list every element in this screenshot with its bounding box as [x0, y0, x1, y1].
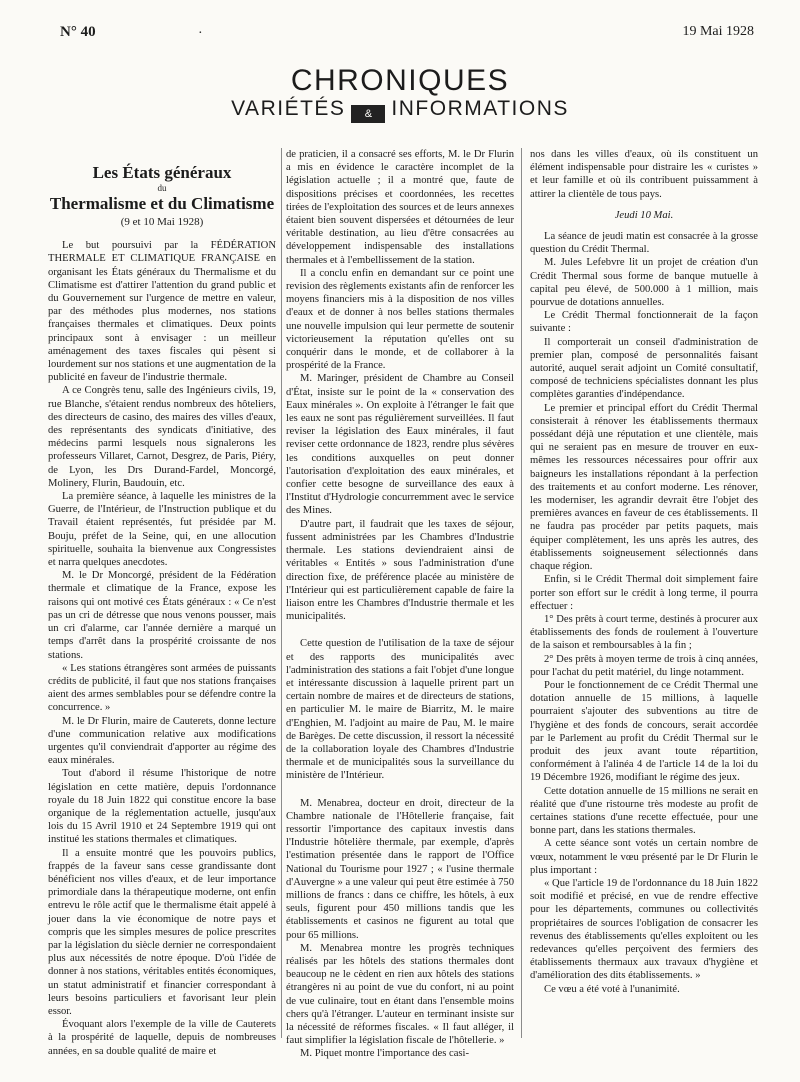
masthead-ornament: & [351, 105, 385, 123]
issue-date: 19 Mai 1928 [682, 24, 754, 39]
column-3 [530, 148, 758, 996]
paragraph: M. Menabrea, docteur en droit, directeur de la Chambre nationale de l'Hôtellerie française, fait ressortir l'importance des capitaux investis dans l'Industrie hôtelière thermale, par exemple, d'après l'estimation présentée dans le rapport de l'Office National du Tourisme pour 1927 ; « l'usine thermale d'Auvergne » a une valeur qui peut être estimée à 750 millions de francs : dans ce chiffre, les hôtels, à eux seuls, figurent pour 450 millions tandis que les établissements et casinos ne figurent au total que pour 65 millions. [286, 797, 514, 941]
paragraph: Enfin, si le Crédit Thermal doit simplement faire porter son effort sur le crédit à long terme, il pourra effectuer : [530, 574, 758, 612]
paragraph: Pour le fonctionnement de ce Crédit Thermal une dotation annuelle de 15 millions, à laquelle pourraient s'ajouter des subventions au titre de l'hygiène et des fonds de concours, serait accordée par le Parlement au profit du Crédit Thermal sur le produit des jeux avant toute répartition, conformément à l'alinéa 4 de l'article 14 de la loi du 19 Décembre 1926, modifiant le régime des jeux. [530, 679, 758, 784]
masthead-subtitle [0, 97, 800, 123]
paragraph: M. le Dr Flurin, maire de Cauterets, donne lecture d'une communication relative aux modifications urgentes qu'il conviendrait d'apporter au régime des eaux minérales. [48, 715, 276, 767]
paragraph: Le but poursuivi par la FÉDÉRATION THERMALE ET CLIMATIQUE FRANÇAISE en organisant les États généraux du Thermalisme et du Climatisme est d'attirer l'attention du grand public et du Gouvernement sur l'urgence de mettre en valeur, par des méthodes plus modernes, nos stations françaises thermales et climatiques. Deux points principaux sont à envisager : un meilleur aménagement des taxes fiscales qui pèsent si lourdement sur nos stations et une augmentation de la publicité en faveur de l'industrie thermale. [48, 240, 276, 384]
paragraph: nos dans les villes d'eaux, où ils constituent un élément indispensable pour distraire les « curistes » et leur famille et où ils contribuent puissamment à attirer la clientèle de tous pays. [530, 149, 758, 200]
column-2 [286, 148, 514, 1061]
spacer [286, 623, 514, 637]
column-rule-left [281, 148, 282, 1038]
issue-number: N° 40 [60, 24, 96, 40]
paragraph: Ce vœu a été voté à l'unanimité. [544, 983, 680, 995]
paragraph: Tout d'abord il résume l'historique de notre législation en cette matière, depuis l'ordonnance royale du 18 Juin 1822 qui constitue encore la base organique de la réglementation actuelle, jusqu'aux lois du 15 Avril 1910 et 24 Septembre 1919 qui ont institué les stations thermales et climatiques. [48, 768, 276, 846]
header-dot: · [198, 26, 203, 41]
article-dates: (9 et 10 Mai 1928) [120, 216, 204, 228]
paragraph: Le Crédit Thermal fonctionnerait de la façon suivante : [530, 310, 758, 335]
article-title-line1: Les États généraux [92, 163, 232, 182]
paragraph: 2° Des prêts à moyen terme de trois à cinq années, pour l'achat du petit matériel, du linge notamment. [530, 653, 758, 678]
article-title-line2: Thermalisme et du Climatisme [49, 194, 275, 213]
paragraph: A ce Congrès tenu, salle des Ingénieurs civils, 19, rue Blanche, s'étaient rendus nombreux des hôteliers, des directeurs de casino, des maires des villes d'eaux, des représentants des syndicats d'initiative, des médecins parmi lesquels nous signalerons les professeurs Villaret, Carnot, Desgrez, de Paris, Piéry, de Lyon, les Drs Durand-Fardel, Moncorgé, Molinery, Flurin, Baudouin, etc. [48, 385, 276, 489]
paragraph: M. Jules Lefebvre lit un projet de création d'un Crédit Thermal sous forme de banque mutuelle à capital peu élevé, de 500.000 à 1 million, mais pourvue de dotations annuelles. [530, 257, 758, 309]
paragraph: Le premier et principal effort du Crédit Thermal consisterait à rénover les établissements thermaux possédant déjà une réputation et une clientèle, mais qui ne seraient pas en mesure de trouver en eux-mêmes les ressources nécessaires pour offrir aux baigneurs les installations répondant à la perfection des traitements et au confort moderne. Les rénover, les moderniser, les agrandir devrait être l'objet des premières avances en faveur de ces établissements. Il ne faudra pas procéder par petits paquets, mais équiper complètement, les uns après les autres, des établissements soigneusement sélectionnés dans chaque région. [530, 402, 758, 573]
section-heading-jeudi: Jeudi 10 Mai. [614, 209, 674, 221]
paragraph: M. Menabrea montre les progrès techniques réalisés par les hôtels des stations thermales dont beaucoup ne le cèdent en rien aux hôtels des stations étrangères ni au point de vue du confort, ni au point de vue culinaire, tout en étant dans l'ensemble moins chers qu'à l'étranger. L'auteur en terminant insiste sur la nécessité de réformes fiscales. « Il faut alléger, il faut simplifier la législation fiscale de l'hôtellerie. » [286, 942, 514, 1047]
paragraph: A cette séance sont votés un certain nombre de vœux, notamment le vœu présenté par le Dr Flurin le plus important : [530, 838, 758, 876]
paragraph: « Les stations étrangères sont armées de puissants crédits de publicité, il faut que nos stations françaises aient des armes semblables pour se défendre contre la concurrence. » [48, 662, 276, 714]
paragraph: La séance de jeudi matin est consacrée à la grosse question du Crédit Thermal. [530, 231, 758, 256]
paragraph: Cette question de l'utilisation de la taxe de séjour et des rapports des municipalités avec l'administration des stations a fait l'objet d'une longue et intéressante discussion à laquelle prirent part un certain nombre de maires et de directeurs de stations, en particulier M. le maire de Biarritz, M. le maire d'Enghien, M. l'adjoint au maire de Pau, M. le maire de Barèges. De cette discussion, il ressort la nécessité de la collaboration loyale des Chambres d'Industrie thermale et de municipalités sous la surveillance du ministère de l'Intérieur. [286, 638, 514, 782]
paragraph: Il a ensuite montré que les pouvoirs publics, frappés de la faveur sans cesse grandissante dont bénéficient nos villes d'eaux, et de leur importance primordiale dans la thérapeutique moderne, ont enfin entrevu le rôle actif que le thermalisme était appelé à jouer dans la vie économique de notre pays et compris que les simples mesures de police prescrites par la législation du siècle dernier ne correspondaient plus aux nécessités de notre époque. D'où l'idée de donner à nos stations, véritables entités économiques, un statut administratif et financier correspondant à leurs besoins particuliers et favorisant leur plein essor. [48, 847, 276, 1017]
column-rule-right [521, 148, 522, 1038]
paragraph: 1° Des prêts à court terme, destinés à procurer aux établissements des fonds de roulement à l'ouverture de la saison et remboursables à la fin ; [530, 613, 758, 652]
paragraph: D'autre part, il faudrait que les taxes de séjour, fussent administrées par les Chambres d'Industrie thermale. Les stations deviendraient ainsi de véritables « Entités » sous l'administration d'une direction fixe, de préférence placée au ministère de l'Intérieur qui est particulièrement capable de faire la liaison entre les Chambres d'Industrie thermale et les municipalités. [286, 518, 514, 623]
paragraph: Il comporterait un conseil d'administration de premier plan, composé de personnalités faisant autorité, auquel serait adjoint un Comité consultatif, composé de techniciens spécialistes donnant les plus complètes garanties d'indépendance. [530, 336, 758, 401]
paragraph: de praticien, il a consacré ses efforts, M. le Dr Flurin a mis en évidence le caractère incomplet de la législation actuelle ; il a montré que, faute de dispositions précises et coordonnées, les recettes tirées de l'exploitation des sources et de leurs annexes étaient bien souvent dispersées et détournées de leur véritable destination, au lieu d'être consacrées au développement indispensable des installations thermales et à l'embellissement de la station. [286, 149, 514, 266]
masthead-title: CHRONIQUES [290, 64, 510, 97]
paragraph: M. Piquet montre l'importance des casi- [300, 1048, 470, 1060]
paragraph: M. Maringer, président de Chambre au Conseil d'État, insiste sur le point de la « conservation des Eaux minérales ». On exploite à l'étranger le fait que les eaux ne sont pas régulièrement surveillées. Il faut reviser la législation des Eaux minérales, il faut reviser cette ordonnance de 1823, rendre plus sévères les conditions auxquelles on peut donner l'autorisation d'exploitation des eaux minérales, et confier cette besogne de surveillance des eaux à l'Institut d'Hydrologie concurremment avec le service des Mines. [286, 373, 514, 517]
spacer [286, 783, 514, 797]
paragraph: Cette dotation annuelle de 15 millions ne serait en réalité que d'une ristourne très modeste au profit de certaines stations d'une recette effectuée, pour une bonne part, dans les stations thermales. [530, 785, 758, 837]
column-1 [48, 148, 276, 1058]
article-title-du: du [157, 183, 167, 193]
paragraph: Évoquant alors l'exemple de la ville de Cauterets à la prospérité de laquelle, depuis de nombreuses années, en sa double qualité de maire et [48, 1019, 276, 1057]
paragraph: Il a conclu enfin en demandant sur ce point une revision des règlements existants afin de renforcer les moyens financiers mis à la disposition de nos villes d'eaux et de donner à nos belles stations thermales une nouvelle impulsion qui leur permette de soutenir victorieusement la réputation qu'elles ont su conquérir dans le monde, et de collaborer à la prospérité de la France. [286, 267, 514, 372]
masthead-varietes: VARIÉTÉS [231, 97, 346, 120]
masthead-informations: INFORMATIONS [391, 97, 569, 120]
paragraph: « Que l'article 19 de l'ordonnance du 18 Juin 1822 soit modifié et précisé, en vue de rendre effective pour les départements, communes ou collectivités propriétaires de sources l'obligation de consacrer les revenus des établissements qu'elles exploitent ou les redevances qu'elles perçoivent des fermiers des établissements thermaux aux travaux d'hygiène et d'amélioration des dits établissements. » [530, 877, 758, 982]
paragraph: M. le Dr Moncorgé, président de la Fédération thermale et climatique de la France, expose les raisons qui ont motivé ces États généraux : « Ce n'est pas un cri de détresse que nous venons pousser, mais un cri d'alarme, car l'année dernière a marqué un temps d'arrêt dans la prospérité croissante de nos stations. [48, 570, 276, 661]
paragraph: La première séance, à laquelle les ministres de la Guerre, de l'Intérieur, de l'Instruction publique et du Travail étaient représentés, fut présidée par M. Bouju, préfet de la Seine, qui, en une allocution spirituelle, souhaita la bienvenue aux Congressistes et narra quelques anecdotes. [48, 491, 276, 569]
